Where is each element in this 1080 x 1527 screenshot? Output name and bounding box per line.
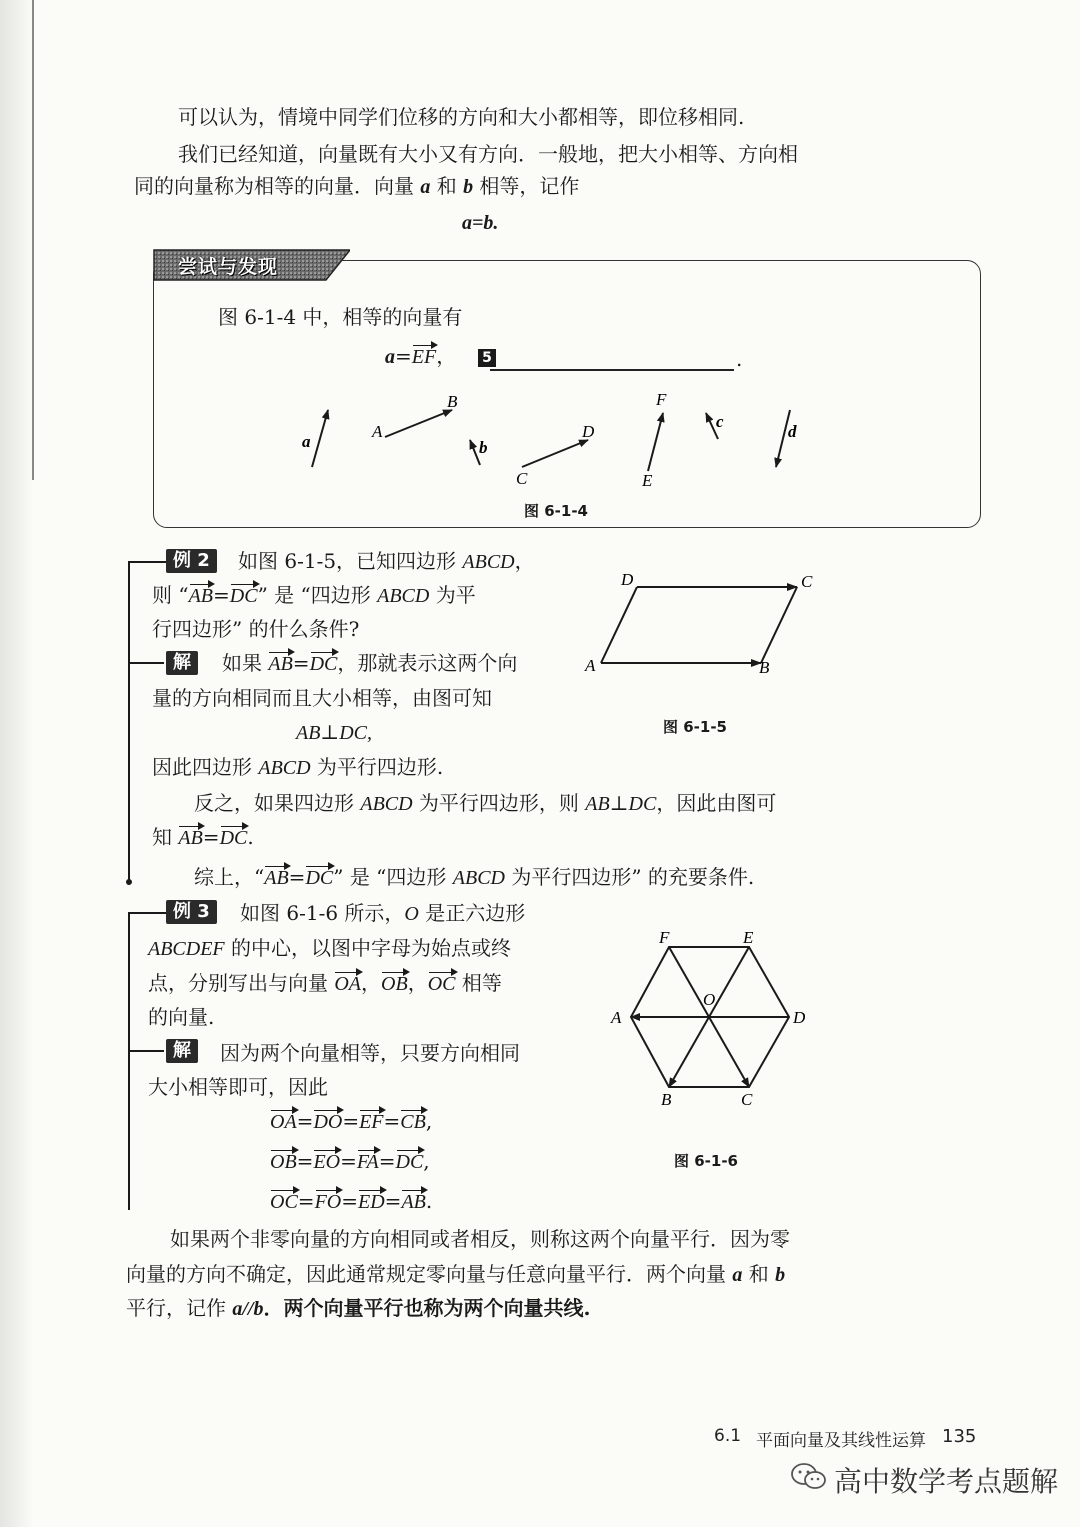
label-F3: F xyxy=(659,928,670,947)
label-a: a xyxy=(302,432,311,451)
label-O3: O xyxy=(703,990,716,1009)
label-A3: A xyxy=(611,1008,622,1027)
example3-solution-tag: 解 xyxy=(166,1039,198,1063)
ex3-solution-2: 大小相等即可，因此 xyxy=(148,1075,328,1099)
vector-AB-arrow xyxy=(385,410,452,437)
label-E3: E xyxy=(743,928,754,947)
ex3-result-row-1: OA=DO=EF=CB, xyxy=(270,1109,433,1133)
ex2-solution-6: 知 AB=DC. xyxy=(152,825,254,849)
label-E1: E xyxy=(642,471,653,490)
ex2-question-1: 如图 6-1-5，已知四边形 ABCD， xyxy=(238,549,535,573)
ex3-question-2: ABCDEF 的中心，以图中字母为始点或终 xyxy=(148,936,512,960)
ex2-question-2: 则 “AB=DC” 是 “四边形 ABCD 为平 xyxy=(152,583,476,607)
ex3-result-row-2: OB=EO=FA=DC, xyxy=(270,1149,430,1173)
label-D1: D xyxy=(582,422,595,441)
page-number: 135 xyxy=(942,1426,977,1447)
label-D2: D xyxy=(621,570,634,589)
figure-6-1-6 xyxy=(605,925,815,1115)
label-c: c xyxy=(716,412,724,431)
try-discover-title: 尝试与发现 xyxy=(178,256,279,278)
ex3-solution-1: 因为两个向量相等，只要方向相同 xyxy=(220,1041,520,1065)
vector-EF-arrow xyxy=(648,413,663,471)
footer-section-title: 平面向量及其线性运算 xyxy=(756,1431,926,1451)
vector-CD-arrow xyxy=(522,440,588,467)
ex2-solution-1: 如果 AB=DC，那就表示这两个向 xyxy=(222,651,518,675)
label-C3: C xyxy=(741,1090,753,1109)
label-A1: A xyxy=(372,422,383,441)
label-B3: B xyxy=(661,1090,672,1109)
ex2-solution-4: 因此四边形 ABCD 为平行四边形. xyxy=(152,755,444,779)
parallel-line-1: 如果两个非零向量的方向相同或者相反，则称这两个向量平行．因为零 xyxy=(170,1227,790,1251)
label-d: d xyxy=(788,422,797,441)
ex2-conclusion: 综上，“AB=DC” 是 “四边形 ABCD 为平行四边形” 的充要条件. xyxy=(194,865,755,889)
ex3-question-1: 如图 6-1-6 所示，O 是正六边形 xyxy=(240,901,526,925)
label-A2: A xyxy=(585,656,596,675)
ex3-question-4: 的向量. xyxy=(148,1005,215,1029)
example3-solution-rule xyxy=(128,1050,164,1052)
label-C1: C xyxy=(516,469,528,488)
example2-solution-rule xyxy=(128,662,164,664)
example2-end-dot xyxy=(126,879,132,885)
ex3-result-row-3: OC=FO=ED=AB. xyxy=(270,1189,433,1213)
figure-6-1-6-caption: 图 6-1-6 xyxy=(674,1152,738,1170)
label-C2: C xyxy=(801,572,813,591)
example3-tag: 例 3 xyxy=(166,900,217,924)
ex2-question-3: 行四边形” 的什么条件? xyxy=(152,617,360,641)
parallel-line-3: 平行，记作 a//b．两个向量平行也称为两个向量共线. xyxy=(126,1296,591,1320)
example2-tag: 例 2 xyxy=(166,549,217,573)
parallelogram-side-DA xyxy=(601,587,637,663)
ex2-solution-5: 反之，如果四边形 ABCD 为平行四边形，则 AB⊥DC，因此由图可 xyxy=(194,791,777,815)
label-F1: F xyxy=(656,390,667,409)
label-B2: B xyxy=(759,658,770,677)
answer-blank-line[interactable] xyxy=(490,369,734,371)
figure-6-1-4-caption: 图 6-1-4 xyxy=(524,502,588,520)
parallelogram-side-CB xyxy=(761,587,797,663)
intro-line-1: 可以认为，情境中同学们位移的方向和大小都相等，即位移相同. xyxy=(178,105,745,129)
figure-6-1-5 xyxy=(575,565,835,695)
ex3-question-3: 点，分别写出与向量 OA，OB，OC 相等 xyxy=(148,971,502,995)
try-equation: a=EF， xyxy=(385,344,457,368)
watermark-text: 高中数学考点题解 xyxy=(834,1465,1059,1498)
example2-bracket xyxy=(128,561,130,883)
label-b: b xyxy=(479,438,488,457)
ex2-solution-2: 量的方向相同而且大小相等，由图可知 xyxy=(152,686,492,710)
label-D3: D xyxy=(793,1008,806,1027)
equality-formula: a=b. xyxy=(462,212,499,234)
example3-bracket xyxy=(128,912,130,1210)
blank-period: . xyxy=(736,347,743,371)
figure-6-1-5-caption: 图 6-1-5 xyxy=(663,718,727,736)
parallel-line-2: 向量的方向不确定，因此通常规定零向量与任意向量平行．两个向量 a 和 b xyxy=(126,1262,786,1286)
page-edge-line xyxy=(32,0,34,480)
try-line-1: 图 6-1-4 中，相等的向量有 xyxy=(218,305,463,329)
footer-section-number: 6.1 xyxy=(714,1426,742,1446)
page-edge xyxy=(0,0,34,1527)
intro-line-2: 我们已经知道，向量既有大小又有方向．一般地，把大小相等、方向相 xyxy=(178,142,798,166)
example2-solution-tag: 解 xyxy=(166,651,198,675)
blank-number: 5 xyxy=(478,347,496,367)
figure-6-1-4 xyxy=(290,385,830,495)
ex2-solution-3: AB⊥DC, xyxy=(296,722,373,744)
intro-line-3: 同的向量称为相等的向量．向量 a 和 b 相等，记作 xyxy=(134,174,580,198)
label-B1: B xyxy=(447,392,458,411)
vector-a-arrow xyxy=(312,410,328,467)
wechat-icon xyxy=(790,1462,828,1492)
